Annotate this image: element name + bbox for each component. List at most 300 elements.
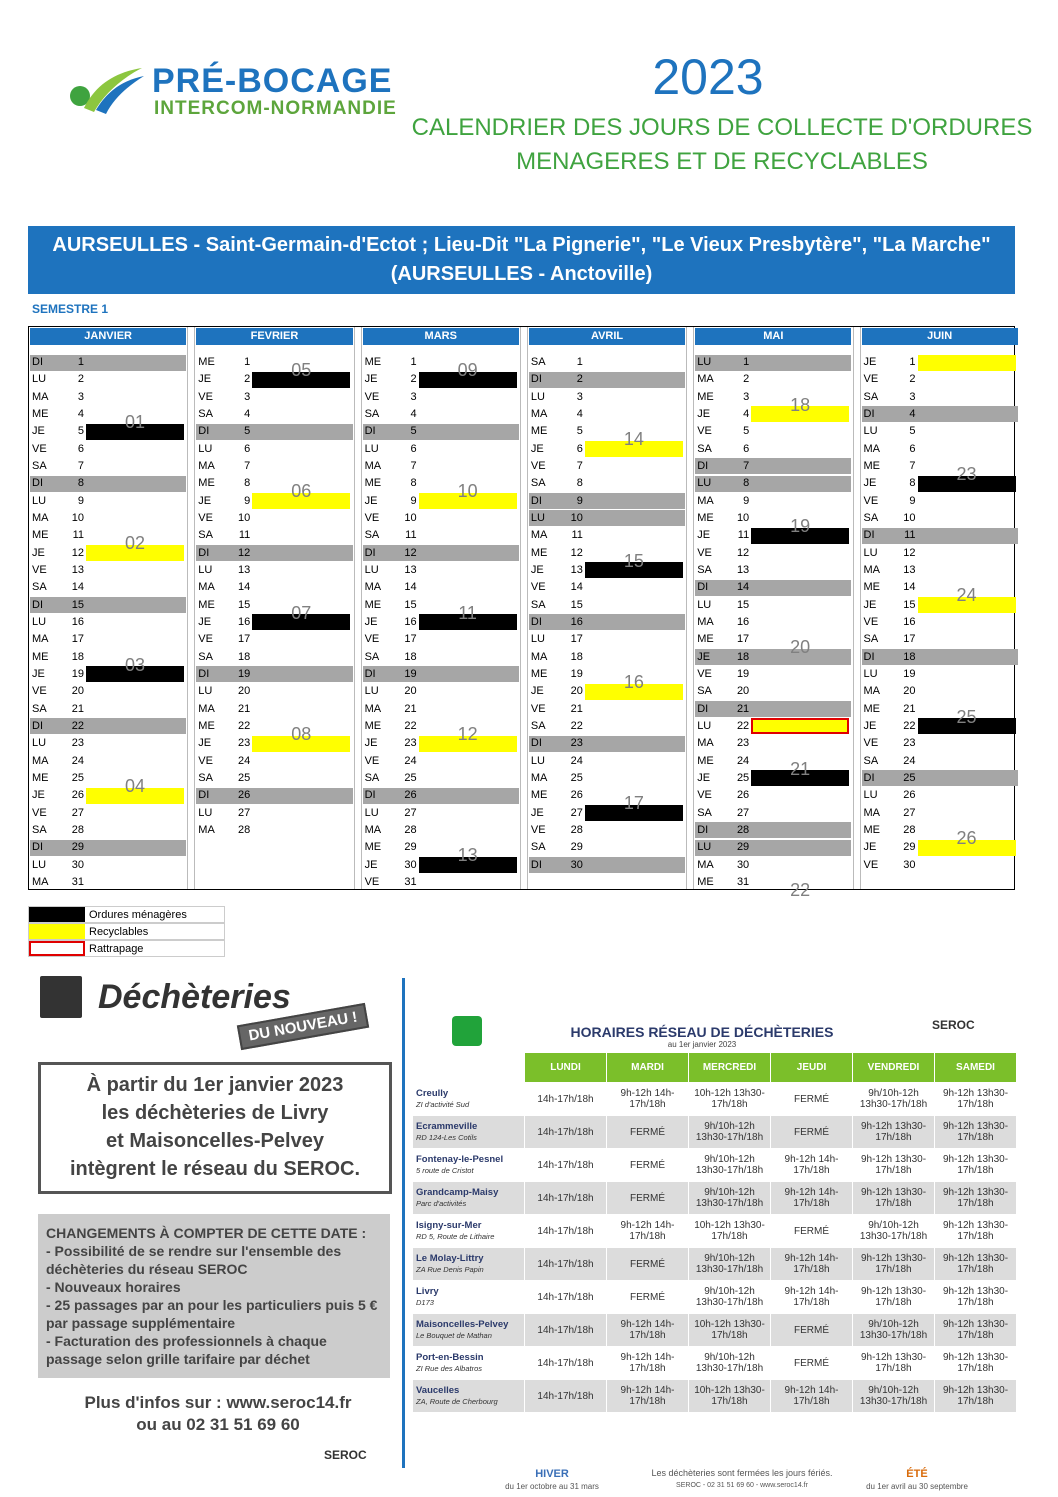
day-name: MA	[697, 737, 714, 750]
site-cell	[413, 1083, 525, 1116]
hours-cell: 9h-12h 13h30-17h/18h	[935, 1281, 1017, 1314]
day-name: MA	[530, 771, 548, 784]
day-number: 17	[903, 633, 916, 646]
day-name: ME	[364, 719, 382, 732]
week-number: 14	[623, 429, 644, 450]
day-name: LU	[863, 546, 878, 559]
day-number: 21	[238, 702, 251, 715]
day-name: LU	[530, 511, 545, 524]
day-number: 14	[903, 581, 916, 594]
decheteries-title: Déchèteries	[98, 978, 291, 1016]
day-number: 20	[71, 685, 84, 698]
day-number: 15	[570, 598, 583, 611]
day-number: 30	[570, 858, 583, 871]
month-header: JUIN	[862, 328, 1018, 345]
week-number: 12	[457, 723, 478, 744]
legend-swatch-black	[29, 907, 85, 922]
decheteries-header	[36, 972, 386, 1052]
day-name: LU	[364, 442, 379, 455]
hours-cell: 9h-12h 13h30-17h/18h	[853, 1347, 935, 1380]
day-name: ME	[198, 356, 215, 368]
week-number: 09	[457, 360, 478, 380]
day-number: 29	[71, 841, 84, 854]
divider	[402, 978, 405, 1468]
legend-swatch-red	[29, 941, 85, 956]
day-name: VE	[863, 373, 879, 386]
annonce-line: intègrent le réseau du SEROC.	[69, 1158, 361, 1180]
column-separator	[187, 327, 195, 889]
day-name: JE	[530, 806, 544, 819]
week-number: 21	[790, 758, 811, 779]
day-number: 5	[77, 425, 84, 438]
horaires-header-row	[413, 1053, 1017, 1083]
day-name: SA	[32, 581, 47, 594]
day-number: 17	[238, 633, 251, 646]
day-name: LU	[697, 598, 712, 611]
day-name: ME	[697, 754, 714, 767]
day-number: 26	[903, 789, 916, 802]
day-name: LU	[32, 373, 47, 386]
week-number: 26	[956, 827, 977, 848]
day-name: LU	[697, 477, 712, 490]
site-name: Ecrammeville	[416, 1121, 478, 1132]
day-name: LU	[530, 633, 545, 646]
day-number: 3	[909, 390, 916, 403]
day-name: SA	[530, 598, 546, 611]
day-number: 2	[244, 373, 251, 386]
site-address: RD 124-Les Cotils	[416, 1133, 477, 1142]
day-number: 12	[736, 546, 750, 559]
week-number: 16	[623, 671, 644, 692]
day-name: JE	[697, 529, 711, 542]
hours-cell: 14h-17h/18h	[525, 1116, 607, 1149]
day-name: DI	[530, 615, 542, 628]
day-number: 21	[71, 702, 84, 715]
hours-cell: 9h-12h 14h-17h/18h	[607, 1314, 689, 1347]
day-name: MA	[198, 581, 215, 594]
day-number: 8	[77, 477, 84, 490]
day-name: LU	[863, 667, 878, 680]
day-name: SA	[198, 529, 213, 542]
day-number: 13	[404, 563, 417, 576]
day-name: MA	[697, 615, 714, 628]
day-name: VE	[198, 633, 213, 646]
day-name: DI	[530, 494, 542, 507]
day-name: SA	[863, 390, 879, 403]
day-name: MA	[530, 529, 548, 542]
day-name: SA	[530, 477, 546, 490]
day-name: LU	[32, 737, 47, 750]
day-number: 1	[77, 356, 84, 368]
day-name: VE	[364, 875, 380, 888]
day-number: 22	[404, 719, 417, 732]
horaires-table	[412, 1052, 1017, 1413]
hours-cell: 9h-12h 13h30-17h/18h	[935, 1215, 1017, 1248]
day-name: MA	[32, 754, 49, 767]
site-row	[413, 1380, 1017, 1413]
hours-cell: 14h-17h/18h	[525, 1083, 607, 1116]
day-number: 14	[71, 581, 84, 594]
day-name: JE	[530, 442, 544, 455]
hours-cell: 9h-12h 13h30-17h/18h	[935, 1314, 1017, 1347]
commune-banner	[28, 226, 1015, 294]
changes-box	[38, 1214, 390, 1378]
day-name: MA	[530, 650, 548, 663]
day-name: JE	[863, 477, 877, 490]
day-number: 5	[244, 425, 251, 438]
day-number: 15	[903, 598, 916, 611]
day-number: 12	[570, 546, 583, 559]
contact-note: SEROC - 02 31 51 69 60 - www.seroc14.fr	[676, 1482, 808, 1489]
week-number: 13	[457, 845, 478, 866]
week-number: 17	[623, 793, 644, 814]
day-number: 26	[238, 789, 251, 802]
day-number: 1	[410, 356, 417, 368]
day-number: 1	[743, 356, 750, 368]
day-number: 18	[404, 650, 417, 663]
day-name: LU	[198, 806, 213, 819]
day-number: 24	[903, 754, 916, 767]
day-number: 25	[903, 771, 916, 784]
day-name: ME	[863, 702, 880, 715]
day-number: 31	[404, 875, 417, 888]
site-name: Vaucelles	[416, 1385, 460, 1396]
hours-cell: 9h-12h 13h30-17h/18h	[853, 1281, 935, 1314]
day-name: LU	[32, 494, 47, 507]
day-number: 28	[736, 823, 750, 836]
hours-cell: 9h-12h 13h30-17h/18h	[853, 1116, 935, 1149]
day-number: 12	[903, 546, 916, 559]
day-number: 13	[71, 563, 84, 576]
day-number: 8	[743, 477, 750, 490]
day-number: 4	[909, 407, 916, 420]
day-name: ME	[863, 459, 880, 472]
day-name: JE	[364, 858, 378, 871]
changes-title: CHANGEMENTS À COMPTER DE CETTE DATE :	[46, 1225, 367, 1241]
day-name: MA	[364, 581, 382, 594]
day-name: MA	[697, 494, 714, 507]
day-name: MA	[364, 702, 382, 715]
day-number: 30	[736, 858, 750, 871]
logo-swoosh-icon	[66, 64, 146, 116]
day-name: DI	[364, 789, 376, 802]
site-row	[413, 1116, 1017, 1149]
day-name: JE	[697, 407, 711, 420]
day-number: 6	[909, 442, 916, 455]
day-name: VE	[697, 667, 712, 680]
day-name: SA	[863, 754, 879, 767]
day-name: MA	[697, 858, 714, 871]
day-number: 23	[238, 737, 251, 750]
hours-cell: FERMÉ	[607, 1248, 689, 1281]
hours-cell: 9h/10h-12h 13h30-17h/18h	[853, 1314, 935, 1347]
day-number: 25	[736, 771, 750, 784]
day-number: 13	[570, 563, 583, 576]
hours-cell: 9h-12h 13h30-17h/18h	[935, 1083, 1017, 1116]
day-name: SA	[364, 529, 380, 542]
seroc-logo: SEROC	[324, 1448, 367, 1462]
day-number: 5	[576, 425, 583, 438]
day-name: SA	[530, 356, 546, 368]
annonce-line: les déchèteries de Livry	[101, 1102, 329, 1124]
week-number: 20	[790, 637, 811, 658]
day-number: 12	[238, 546, 251, 559]
hours-cell: FERMÉ	[771, 1083, 853, 1116]
infos-website[interactable]: Plus d'infos sur : www.seroc14.fr	[84, 1393, 352, 1412]
day-number: 2	[77, 373, 84, 386]
hours-cell: 9h-12h 14h-17h/18h	[607, 1347, 689, 1380]
day-name: MA	[863, 442, 880, 455]
day-number: 14	[736, 581, 750, 594]
day-number: 2	[410, 373, 417, 386]
day-number: 18	[238, 650, 251, 663]
calendar-grid	[28, 326, 1015, 900]
day-name: ME	[32, 407, 49, 420]
day-name: VE	[198, 390, 213, 403]
day-name: VE	[32, 442, 47, 455]
day-name: SA	[32, 702, 47, 715]
hours-cell: 9h/10h-12h 13h30-17h/18h	[689, 1149, 771, 1182]
hiver-label: HIVER	[535, 1468, 569, 1480]
day-name: DI	[863, 407, 875, 420]
day-number: 28	[238, 823, 251, 836]
day-name: DI	[863, 650, 875, 663]
day-name: JE	[198, 737, 212, 750]
day-name: VE	[697, 425, 712, 438]
day-header: MERCREDI	[689, 1053, 771, 1083]
day-name: LU	[364, 806, 379, 819]
day-number: 23	[71, 737, 84, 750]
day-name: ME	[198, 719, 215, 732]
day-name: VE	[364, 390, 380, 403]
day-number: 8	[909, 477, 916, 490]
site-address: Le Bouquet de Mathan	[416, 1331, 492, 1340]
day-number: 9	[909, 494, 916, 507]
day-name: JE	[32, 667, 45, 680]
day-name: VE	[364, 511, 380, 524]
day-name: SA	[198, 650, 213, 663]
day-number: 31	[736, 875, 750, 888]
site-row	[413, 1248, 1017, 1281]
day-name: VE	[198, 754, 213, 767]
day-name: VE	[530, 823, 546, 836]
day-number: 24	[238, 754, 251, 767]
day-name: JE	[364, 494, 378, 507]
hours-cell: 14h-17h/18h	[525, 1248, 607, 1281]
hours-cell: 9h-12h 14h-17h/18h	[607, 1380, 689, 1413]
site-address: ZI Rue des Albatros	[416, 1364, 483, 1373]
day-name: MA	[697, 373, 714, 386]
week-number: 06	[291, 481, 312, 502]
day-number: 19	[238, 667, 251, 680]
week-number: 03	[124, 654, 146, 675]
day-name: VE	[198, 511, 213, 524]
day-number: 25	[71, 771, 84, 784]
day-name: ME	[530, 546, 548, 559]
site-cell	[413, 1149, 525, 1182]
day-name: JE	[697, 771, 711, 784]
infos-phone: ou au 02 31 51 69 60	[136, 1415, 300, 1434]
horaires-title: HORAIRES RÉSEAU DE DÉCHÈTERIES	[570, 1024, 834, 1040]
decheteries-section	[28, 970, 1028, 1490]
day-number: 6	[244, 442, 251, 455]
hours-cell: FERMÉ	[607, 1182, 689, 1215]
hours-cell: 9h-12h 13h30-17h/18h	[935, 1347, 1017, 1380]
hours-cell: 9h/10h-12h 13h30-17h/18h	[689, 1281, 771, 1314]
day-name: DI	[32, 598, 43, 611]
ete-label: ÉTÉ	[906, 1468, 928, 1480]
day-name: ME	[198, 598, 215, 611]
day-number: 6	[410, 442, 417, 455]
day-name: DI	[530, 737, 542, 750]
day-name: DI	[198, 546, 210, 559]
day-number: 20	[736, 685, 750, 698]
site-name: Livry	[416, 1286, 439, 1297]
day-name: DI	[364, 667, 376, 680]
day-number: 29	[736, 841, 750, 854]
day-number: 22	[736, 719, 750, 732]
day-name: VE	[364, 633, 380, 646]
legend-item-recyclables	[28, 923, 225, 940]
day-name: DI	[697, 459, 709, 472]
day-name: DI	[198, 667, 210, 680]
day-number: 10	[570, 511, 583, 524]
day-number: 11	[405, 529, 417, 542]
day-number: 30	[71, 858, 84, 871]
day-number: 16	[71, 615, 84, 628]
legend-swatch-yellow	[29, 924, 85, 939]
day-number: 4	[743, 407, 750, 420]
day-number: 16	[570, 615, 583, 628]
annonce-box	[38, 1062, 392, 1194]
day-name: LU	[198, 563, 213, 576]
day-number: 30	[903, 858, 916, 871]
site-address: ZA, Route de Cherbourg	[416, 1397, 498, 1406]
day-number: 23	[404, 737, 417, 750]
day-number: 7	[743, 459, 750, 472]
day-number: 30	[404, 858, 417, 871]
day-name: DI	[530, 858, 542, 871]
hours-cell: 9h-12h 14h-17h/18h	[771, 1281, 853, 1314]
site-cell	[413, 1314, 525, 1347]
site-cell	[413, 1116, 525, 1149]
site-cell	[413, 1248, 525, 1281]
day-name: DI	[863, 529, 875, 542]
day-name: DI	[32, 841, 43, 854]
day-number: 19	[903, 667, 916, 680]
day-number: 28	[404, 823, 417, 836]
site-cell	[413, 1347, 525, 1380]
day-name: VE	[530, 459, 546, 472]
day-number: 12	[404, 546, 417, 559]
day-number: 9	[743, 494, 750, 507]
day-number: 31	[71, 875, 84, 888]
day-name: LU	[364, 563, 379, 576]
day-number: 3	[244, 390, 251, 403]
hours-cell: 14h-17h/18h	[525, 1314, 607, 1347]
day-number: 10	[903, 511, 916, 524]
legend-item-ordures	[28, 906, 225, 923]
day-number: 25	[404, 771, 417, 784]
legend-label-ordures: Ordures ménagères	[89, 909, 187, 921]
day-name: VE	[530, 581, 546, 594]
day-number: 14	[570, 581, 583, 594]
day-number: 8	[410, 477, 417, 490]
site-address: D173	[416, 1298, 434, 1307]
day-name: MA	[198, 823, 215, 836]
day-name: LU	[32, 615, 47, 628]
day-name: LU	[364, 685, 379, 698]
day-number: 26	[736, 789, 750, 802]
day-name: SA	[364, 407, 380, 420]
legend	[28, 906, 225, 959]
week-number: 19	[790, 515, 811, 536]
day-name: MA	[198, 459, 215, 472]
day-number: 16	[404, 615, 417, 628]
hours-cell: 9h/10h-12h 13h30-17h/18h	[689, 1182, 771, 1215]
hours-cell: 9h-12h 13h30-17h/18h	[935, 1116, 1017, 1149]
site-name: Maisoncelles-Pelvey	[416, 1319, 509, 1330]
legend-item-rattrapage	[28, 940, 225, 957]
day-name: SA	[364, 771, 380, 784]
day-number: 29	[903, 841, 916, 854]
day-name: VE	[364, 754, 380, 767]
week-number: 22	[790, 879, 811, 900]
day-name: DI	[32, 477, 43, 490]
hours-cell: 9h-12h 13h30-17h/18h	[853, 1182, 935, 1215]
day-name: LU	[530, 390, 545, 403]
day-number: 3	[576, 390, 583, 403]
corner-cell	[413, 1053, 525, 1083]
day-name: VE	[32, 563, 47, 576]
day-name: DI	[32, 719, 43, 732]
day-name: LU	[32, 858, 47, 871]
hours-cell: 14h-17h/18h	[525, 1347, 607, 1380]
day-number: 22	[238, 719, 251, 732]
day-number: 17	[404, 633, 417, 646]
day-number: 18	[570, 650, 583, 663]
day-name: JE	[364, 737, 378, 750]
recycle-person-icon	[40, 976, 82, 1018]
change-item: - Nouveaux horaires	[46, 1279, 181, 1295]
day-number: 8	[244, 477, 251, 490]
day-name: ME	[32, 771, 49, 784]
day-number: 27	[570, 806, 583, 819]
annonce-line: À partir du 1er janvier 2023	[86, 1074, 344, 1096]
hours-cell: 10h-12h 13h30-17h/18h	[689, 1380, 771, 1413]
hours-cell: 9h/10h-12h 13h30-17h/18h	[689, 1248, 771, 1281]
day-name: JE	[364, 373, 378, 386]
day-name: JE	[863, 598, 877, 611]
hiver-dates: du 1er octobre au 31 mars	[505, 1482, 599, 1491]
day-number: 3	[743, 390, 750, 403]
day-name: DI	[530, 373, 542, 386]
day-name: ME	[863, 823, 880, 836]
day-number: 4	[576, 407, 583, 420]
day-name: VE	[863, 615, 879, 628]
hours-cell: FERMÉ	[771, 1314, 853, 1347]
site-cell	[413, 1215, 525, 1248]
day-number: 6	[77, 442, 84, 455]
day-name: ME	[364, 841, 382, 854]
day-name: SA	[198, 771, 213, 784]
day-name: LU	[530, 754, 545, 767]
day-name: ME	[697, 390, 714, 403]
day-number: 3	[410, 390, 417, 403]
week-number: 10	[457, 481, 478, 502]
day-name: VE	[697, 546, 712, 559]
semestre-label: SEMESTRE 1	[32, 302, 109, 316]
